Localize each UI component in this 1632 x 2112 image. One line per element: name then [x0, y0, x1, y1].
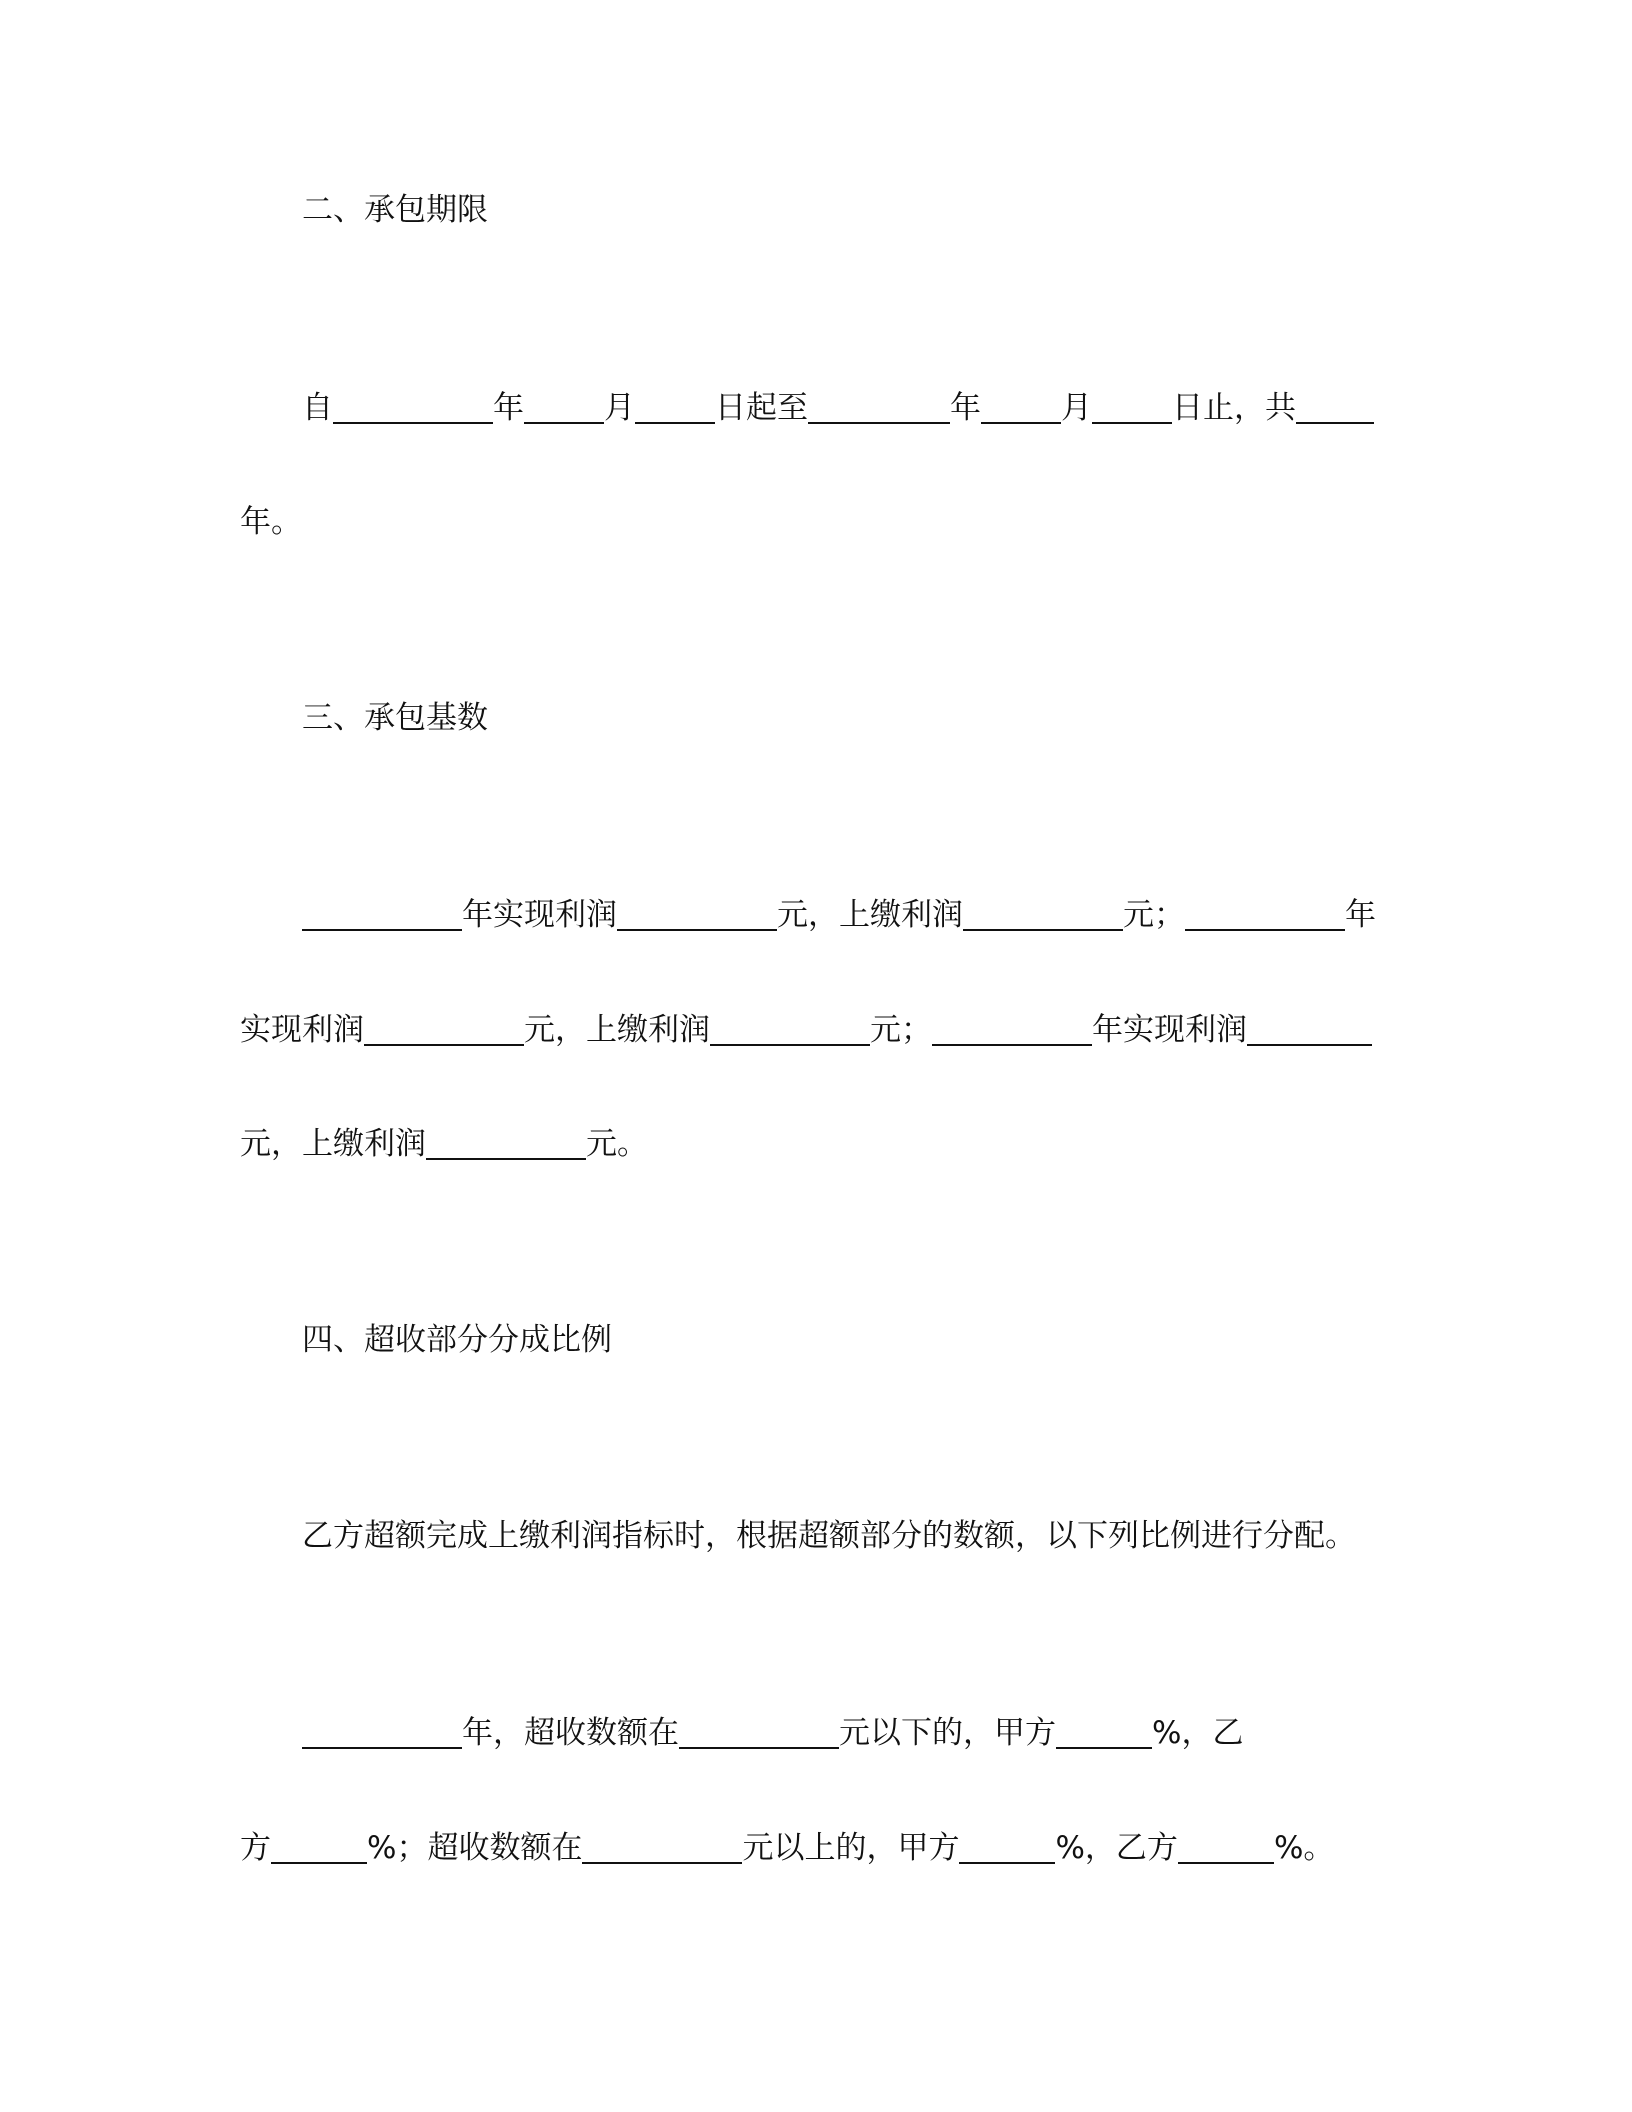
section-heading-term: 二、承包期限 — [302, 192, 488, 228]
text: 元； — [870, 1012, 932, 1048]
base-line-2 — [240, 1010, 1380, 1050]
text: %，乙 — [1152, 1715, 1244, 1751]
blank-remit-2[interactable] — [710, 1014, 870, 1046]
blank-party-b-pct-low[interactable] — [271, 1832, 367, 1864]
text: 日止，共 — [1172, 390, 1296, 426]
text: 元，上缴利润 — [777, 897, 963, 933]
text: 元； — [1123, 897, 1185, 933]
text: 年 — [1345, 897, 1376, 933]
section-heading-excess: 四、超收部分分成比例 — [302, 1322, 612, 1358]
blank-start-month[interactable] — [524, 392, 604, 424]
text: 元，上缴利润 — [240, 1126, 426, 1162]
blank-profit-1[interactable] — [617, 899, 777, 931]
excess-paragraph: 乙方超额完成上缴利润指标时，根据超额部分的数额，以下列比例进行分配。 — [302, 1518, 1356, 1554]
text: 年 — [950, 390, 981, 426]
blank-year-1[interactable] — [302, 899, 462, 931]
text: 年，超收数额在 — [462, 1715, 679, 1751]
blank-end-month[interactable] — [981, 392, 1061, 424]
text: 月 — [604, 390, 635, 426]
blank-year-2[interactable] — [1185, 899, 1345, 931]
blank-excess-year[interactable] — [302, 1717, 462, 1749]
text: 年实现利润 — [462, 897, 617, 933]
text: 元。 — [586, 1126, 648, 1162]
blank-remit-1[interactable] — [963, 899, 1123, 931]
text: 实现利润 — [240, 1012, 364, 1048]
blank-end-day[interactable] — [1092, 392, 1172, 424]
text: 月 — [1061, 390, 1092, 426]
text: 年 — [493, 390, 524, 426]
term-line-1 — [302, 388, 1442, 428]
excess-line-2 — [240, 1828, 1380, 1868]
blank-party-a-pct-low[interactable] — [1056, 1717, 1152, 1749]
term-line-2: 年。 — [240, 504, 302, 540]
text: 日起至 — [715, 390, 808, 426]
blank-end-year[interactable] — [808, 392, 950, 424]
text: 元以上的，甲方 — [742, 1830, 960, 1866]
text: %；超收数额在 — [367, 1830, 583, 1866]
blank-profit-3[interactable] — [1247, 1014, 1372, 1046]
blank-excess-amount-low[interactable] — [679, 1717, 839, 1749]
text: 元以下的，甲方 — [839, 1715, 1056, 1751]
base-line-1 — [302, 895, 1442, 935]
blank-start-year[interactable] — [333, 392, 493, 424]
text: %。 — [1273, 1830, 1335, 1866]
text: 年实现利润 — [1092, 1012, 1247, 1048]
text: %，乙方 — [1055, 1830, 1178, 1866]
base-line-3 — [240, 1124, 1380, 1164]
text: 方 — [240, 1830, 271, 1866]
blank-year-3[interactable] — [932, 1014, 1092, 1046]
blank-party-a-pct-high[interactable] — [959, 1832, 1055, 1864]
blank-total-years[interactable] — [1296, 392, 1374, 424]
text: 自 — [302, 390, 333, 426]
blank-party-b-pct-high[interactable] — [1178, 1832, 1274, 1864]
excess-line-1 — [302, 1713, 1442, 1753]
blank-remit-3[interactable] — [426, 1128, 586, 1160]
blank-excess-amount-high[interactable] — [582, 1832, 742, 1864]
text: 元，上缴利润 — [524, 1012, 710, 1048]
blank-start-day[interactable] — [635, 392, 715, 424]
section-heading-base: 三、承包基数 — [302, 700, 488, 736]
blank-profit-2[interactable] — [364, 1014, 524, 1046]
